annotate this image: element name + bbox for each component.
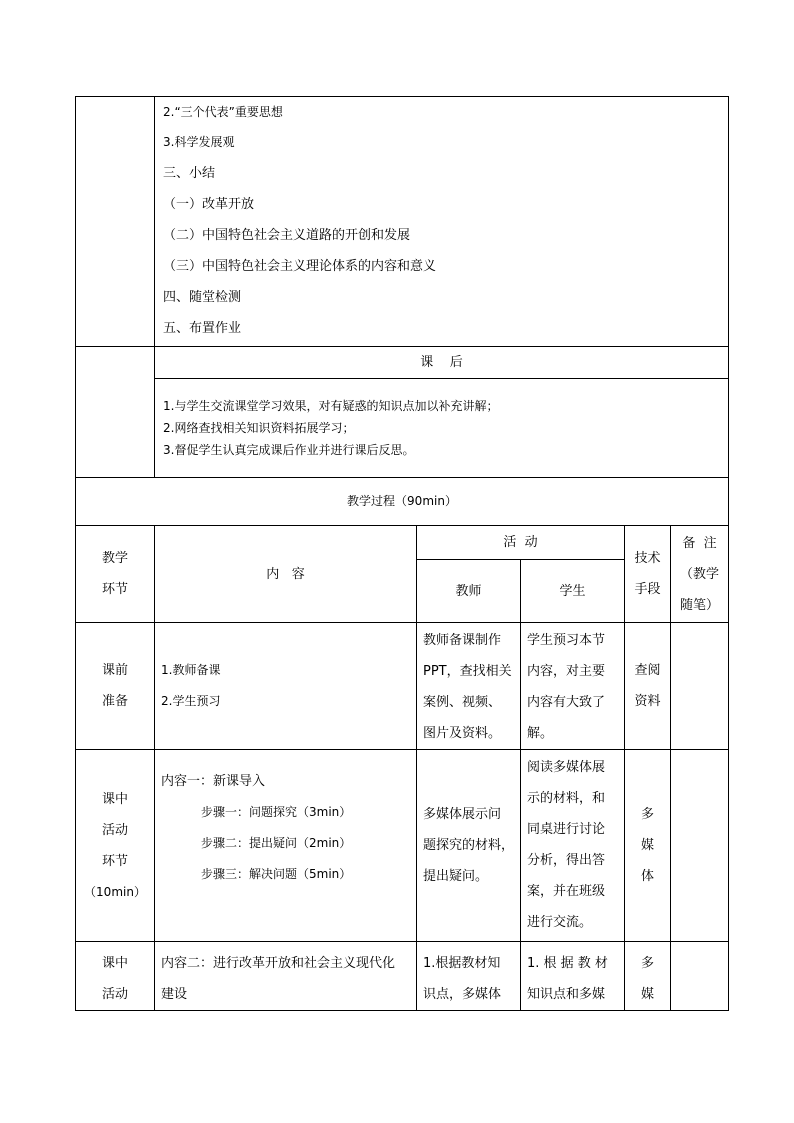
student-line: 示的材料，和 (527, 791, 606, 806)
header-stage-line: 环节 (101, 582, 128, 597)
lesson-summary-cell (155, 97, 729, 347)
student-line: 内容，对主要 (527, 664, 606, 679)
process-title: 教学过程（90min） (347, 494, 457, 508)
teacher-line: PPT，查找相关 (423, 664, 512, 679)
tech-line: 媒 (640, 987, 654, 1002)
lesson-plan-table (75, 96, 729, 1011)
content-line: 内容二：进行改革开放和社会主义现代化 (161, 956, 396, 971)
header-tech-line: 手段 (634, 582, 661, 597)
row-content (155, 623, 417, 750)
content-line: 步骤一：问题探究（3min） (201, 805, 352, 819)
content-line: 2.学生预习 (161, 694, 221, 708)
stage-line: 准备 (101, 694, 128, 709)
student-line: 阅读多媒体展 (527, 760, 606, 775)
stage-line: 环节 (101, 853, 128, 869)
header-activity (417, 526, 625, 560)
row-content (155, 942, 417, 1011)
student-line: 解。 (527, 726, 554, 741)
after-class-item: 1.与学生交流课堂学习效果，对有疑惑的知识点加以补充讲解； (163, 399, 499, 413)
content-line: 1.教师备课 (161, 663, 221, 677)
process-title-cell (76, 478, 729, 526)
teacher-line: 题探究的材料， (423, 838, 515, 853)
row-notes (671, 623, 729, 750)
teacher-line: 多媒体展示问 (423, 807, 502, 822)
tech-line: 查阅 (634, 663, 661, 678)
header-teacher-label: 教师 (455, 583, 482, 599)
header-tech-line: 技术 (634, 551, 661, 566)
teacher-line: 案例、视频、 (423, 695, 502, 710)
student-line: 分析，得出答 (527, 853, 606, 868)
tech-line: 多 (640, 807, 654, 822)
tech-line: 资料 (634, 694, 661, 709)
student-line: 学生预习本节 (527, 633, 606, 648)
after-class-item: 3.督促学生认真完成课后作业并进行课后反思。 (163, 443, 415, 457)
student-line: 同桌进行讨论 (527, 822, 606, 837)
after-class-items-cell (155, 379, 729, 478)
row-stage (76, 623, 155, 750)
teacher-line: 识点，多媒体 (423, 987, 502, 1002)
header-content (155, 526, 417, 623)
header-notes-line: 随笔） (679, 597, 719, 613)
header-notes (671, 526, 729, 623)
row-student (521, 623, 625, 750)
content-line: 步骤二：提出疑问（2min） (201, 836, 352, 850)
summary-line: （二）中国特色社会主义道路的开创和发展 (163, 228, 411, 243)
summary-line: 3.科学发展观 (163, 135, 235, 149)
teacher-line: 图片及资料。 (423, 726, 502, 741)
row-notes (671, 942, 729, 1011)
stage-line: 活动 (101, 822, 128, 838)
header-notes-line: 备 注 (682, 535, 717, 551)
after-class-item: 2.网络查找相关知识资料拓展学习； (163, 421, 355, 435)
content-line: 内容一：新课导入 (161, 774, 266, 789)
after-class-header (155, 347, 729, 379)
header-student (521, 560, 625, 623)
summary-line: 2.“三个代表”重要思想 (163, 105, 283, 119)
teacher-line: 1.根据教材知 (423, 956, 501, 971)
content-line: 步骤三：解决问题（5min） (201, 867, 352, 881)
tech-line: 多 (640, 956, 654, 971)
teacher-line: 提出疑问。 (423, 869, 489, 884)
stage-line: （10min） (84, 884, 146, 899)
teacher-line: 教师备课制作 (423, 633, 502, 648)
stage-line: 课中 (101, 791, 128, 807)
student-line: 1. 根 据 教 材 (527, 956, 608, 971)
left-blank-cell (76, 347, 155, 478)
row-teacher (417, 623, 521, 750)
after-class-title: 课 后 (420, 355, 463, 370)
student-line: 案，并在班级 (527, 884, 606, 899)
summary-line: 五、布置作业 (163, 321, 242, 336)
stage-line: 课前 (101, 663, 128, 678)
summary-line: 三、小结 (163, 166, 216, 181)
summary-line: 四、随堂检测 (163, 290, 242, 305)
row-notes (671, 750, 729, 942)
row-student (521, 942, 625, 1011)
header-activity-label: 活 动 (503, 535, 538, 550)
stage-line: 活动 (101, 987, 128, 1002)
summary-line: （三）中国特色社会主义理论体系的内容和意义 (163, 259, 437, 274)
row-content (155, 750, 417, 942)
content-line: 建设 (161, 987, 188, 1002)
student-line: 知识点和多媒 (527, 987, 606, 1002)
row-stage (76, 750, 155, 942)
row-tech (625, 750, 671, 942)
row-teacher (417, 750, 521, 942)
student-line: 内容有大致了 (527, 695, 606, 710)
header-tech (625, 526, 671, 623)
header-teacher (417, 560, 521, 623)
header-notes-line: （教学 (679, 566, 719, 582)
row-teacher (417, 942, 521, 1011)
row-tech (625, 942, 671, 1011)
tech-line: 体 (640, 869, 654, 884)
header-student-label: 学生 (559, 583, 586, 599)
tech-line: 媒 (640, 838, 654, 853)
stage-line: 课中 (101, 956, 128, 971)
student-line: 进行交流。 (527, 915, 593, 930)
row-student (521, 750, 625, 942)
header-content-label: 内 容 (266, 566, 305, 582)
header-stage-line: 教学 (101, 551, 128, 566)
header-stage (76, 526, 155, 623)
row-stage (76, 942, 155, 1011)
left-blank-cell (76, 97, 155, 347)
row-tech (625, 623, 671, 750)
summary-line: （一）改革开放 (163, 197, 255, 212)
